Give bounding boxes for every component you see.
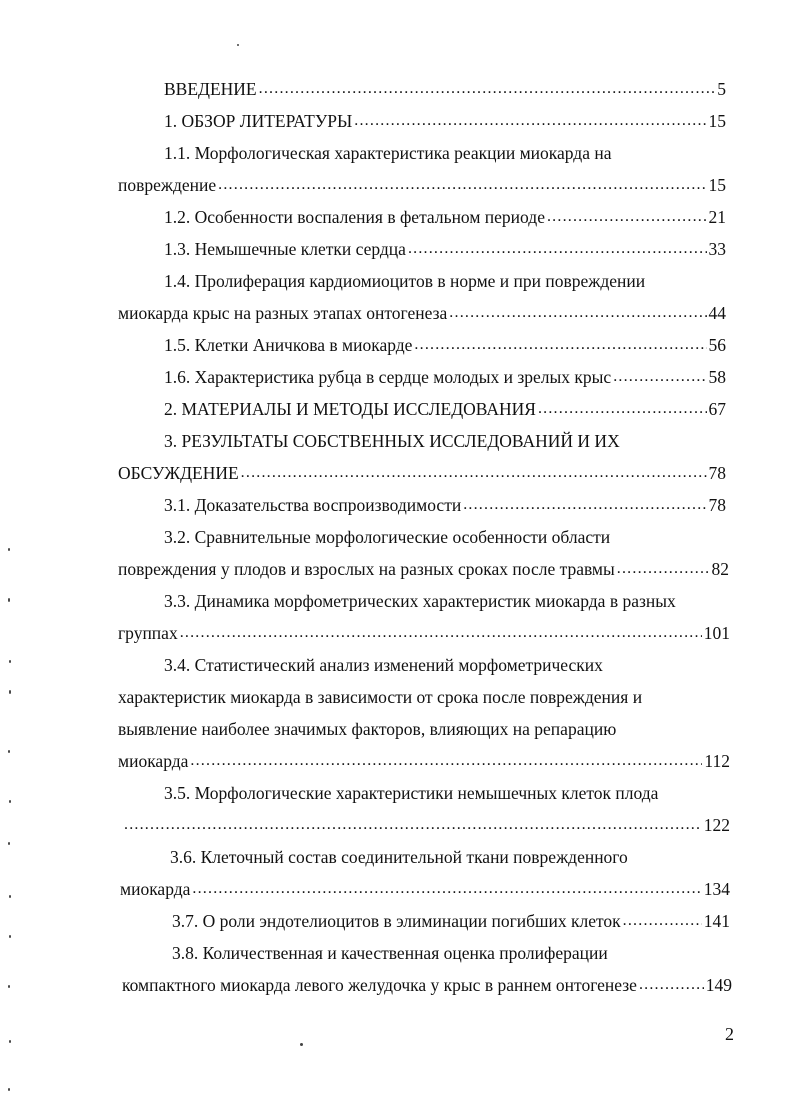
page-number: 2 <box>725 1024 734 1044</box>
toc-entry-text: повреждения у плодов и взрослых на разных сроках после травмы <box>118 559 615 579</box>
toc-entry-text: характеристик миокарда в зависимости от срока после повреждения и <box>118 687 643 707</box>
toc-entry-text: миокарда <box>118 751 189 771</box>
leader-dots <box>639 974 704 996</box>
toc-entry-3-2-line2 <box>118 548 729 580</box>
leader-dots <box>218 174 706 196</box>
toc-entry-page: 141 <box>703 911 730 931</box>
leader-dots <box>414 334 706 356</box>
toc-entry-chapter-3-line1 <box>164 420 726 452</box>
toc-entry-text: 3.3. Динамика морфометрических характеристик миокарда в разных <box>164 591 676 611</box>
toc-entry-3-4-line1 <box>164 644 726 676</box>
leader-dots <box>613 366 706 388</box>
toc-entry-page: 58 <box>708 367 726 387</box>
leader-dots <box>124 814 702 836</box>
leader-dots <box>623 910 702 932</box>
toc-entry-1-5 <box>164 324 726 356</box>
scan-speck <box>9 660 11 663</box>
leader-dots <box>259 78 716 100</box>
leader-dots <box>192 878 701 900</box>
scan-speck <box>9 800 11 803</box>
toc-entry-1-2 <box>164 196 726 228</box>
scan-speck <box>9 895 11 898</box>
scan-speck <box>237 44 239 46</box>
scan-speck <box>8 750 10 753</box>
toc-entry-3-2-line1 <box>164 516 726 548</box>
toc-entry-3-6-line1 <box>170 836 726 868</box>
toc-entry-page: 5 <box>717 79 726 99</box>
scan-speck <box>300 1043 303 1046</box>
toc-entry-text: миокарда крыс на разных этапах онтогенеза <box>118 303 448 323</box>
scan-speck <box>9 1040 11 1043</box>
leader-dots <box>408 238 707 260</box>
toc-entry-text: 1. ОБЗОР ЛИТЕРАТУРЫ <box>164 111 353 131</box>
toc-entry-page: 67 <box>708 399 726 419</box>
toc-entry-page: 33 <box>708 239 726 259</box>
leader-dots <box>538 398 707 420</box>
scan-speck <box>8 1088 10 1091</box>
toc-entry-3-5-line1 <box>164 772 726 804</box>
scan-speck <box>8 598 10 602</box>
toc-entry-text: 1.5. Клетки Аничкова в миокарде <box>164 335 413 355</box>
toc-entry-1-1-line2 <box>118 164 726 196</box>
toc-entry-text: 3.4. Статистический анализ изменений морфометрических <box>164 655 603 675</box>
toc-entry-1-4-line1 <box>164 260 726 292</box>
toc-entry-page: 56 <box>708 335 726 355</box>
toc-entry-text: повреждение <box>118 175 217 195</box>
toc-entry-text: 3.2. Сравнительные морфологические особенности области <box>164 527 611 547</box>
toc-entry-text: 3. РЕЗУЛЬТАТЫ СОБСТВЕННЫХ ИССЛЕДОВАНИЙ И ИХ <box>164 431 620 451</box>
leader-dots <box>190 750 702 772</box>
toc-entry-text: 1.4. Пролиферация кардиомиоцитов в норме и при повреждении <box>164 271 646 291</box>
toc-entry-3-8-line2 <box>122 964 732 996</box>
scan-speck <box>8 985 10 988</box>
toc-entry-introduction <box>164 68 726 100</box>
toc-entry-page: 78 <box>708 463 726 483</box>
toc-entry-page: 78 <box>708 495 726 515</box>
toc-entry-3-1 <box>164 484 726 516</box>
toc-entry-3-4-line2 <box>118 676 726 708</box>
scan-speck <box>8 842 10 845</box>
toc-entry-page: 122 <box>703 815 730 835</box>
toc-entry-1-4-line2 <box>118 292 726 324</box>
toc-entry-3-7 <box>172 900 730 932</box>
toc-entry-3-8-line1 <box>172 932 730 964</box>
toc-entry-page: 149 <box>705 975 732 995</box>
toc-entry-page: 82 <box>711 559 729 579</box>
toc-entry-page: 15 <box>708 175 726 195</box>
toc-entry-text: 3.5. Морфологические характеристики немышечных клеток плода <box>164 783 659 803</box>
toc-entry-text: 3.6. Клеточный состав соединительной ткани поврежденного <box>170 847 628 867</box>
toc-entry-text: выявление наиболее значимых факторов, влияющих на репарацию <box>118 719 617 739</box>
leader-dots <box>617 558 710 580</box>
toc-entry-page: 134 <box>703 879 730 899</box>
toc-entry-page: 21 <box>708 207 726 227</box>
scan-speck <box>9 935 11 938</box>
leader-dots <box>241 462 707 484</box>
toc-entry-3-3-line2 <box>118 612 730 644</box>
toc-entry-text: 1.2. Особенности воспаления в фетальном периоде <box>164 207 545 227</box>
toc-entry-1-1-line1 <box>164 132 726 164</box>
toc-entry-text: 1.6. Характеристика рубца в сердце молодых и зрелых крыс <box>164 367 612 387</box>
toc-entry-text: группах <box>118 623 178 643</box>
toc-entry-3-6-line2 <box>120 868 730 900</box>
toc-entry-text: ОБСУЖДЕНИЕ <box>118 463 239 483</box>
toc-entry-chapter-2 <box>164 388 726 420</box>
leader-dots <box>449 302 706 324</box>
toc-entry-chapter-3-line2 <box>118 452 726 484</box>
scan-speck <box>8 548 10 551</box>
toc-entry-text: 1.1. Морфологическая характеристика реакции миокарда на <box>164 143 612 163</box>
toc-entry-page: 101 <box>703 623 730 643</box>
toc-entry-text: компактного миокарда левого желудочка у крыс в раннем онтогенезе <box>122 975 637 995</box>
toc-entry-text: 2. МАТЕРИАЛЫ И МЕТОДЫ ИССЛЕДОВАНИЯ <box>164 399 536 419</box>
leader-dots <box>354 110 706 132</box>
leader-dots <box>180 622 702 644</box>
leader-dots <box>547 206 707 228</box>
toc-entry-1-6 <box>164 356 726 388</box>
toc-entry-text: 3.8. Количественная и качественная оценка пролиферации <box>172 943 608 963</box>
scan-speck <box>9 690 11 694</box>
toc-entry-3-4-line3 <box>118 708 726 740</box>
toc-entry-text: 1.3. Немышечные клетки сердца <box>164 239 406 259</box>
toc-entry-3-4-line4 <box>118 740 730 772</box>
toc-entry-text: ВВЕДЕНИЕ <box>164 79 257 99</box>
leader-dots <box>463 494 706 516</box>
toc-entry-page: 112 <box>704 751 730 771</box>
toc-entry-chapter-1 <box>164 100 726 132</box>
toc-entry-3-5-line2 <box>122 804 730 836</box>
toc-entry-text: 3.7. О роли эндотелиоцитов в элиминации погибших клеток <box>172 911 621 931</box>
toc-entry-3-3-line1 <box>164 580 726 612</box>
toc-entry-1-3 <box>164 228 726 260</box>
toc-entry-page: 44 <box>708 303 726 323</box>
toc-entry-page: 15 <box>708 111 726 131</box>
toc-entry-text: 3.1. Доказательства воспроизводимости <box>164 495 462 515</box>
toc-entry-text: миокарда <box>120 879 191 899</box>
